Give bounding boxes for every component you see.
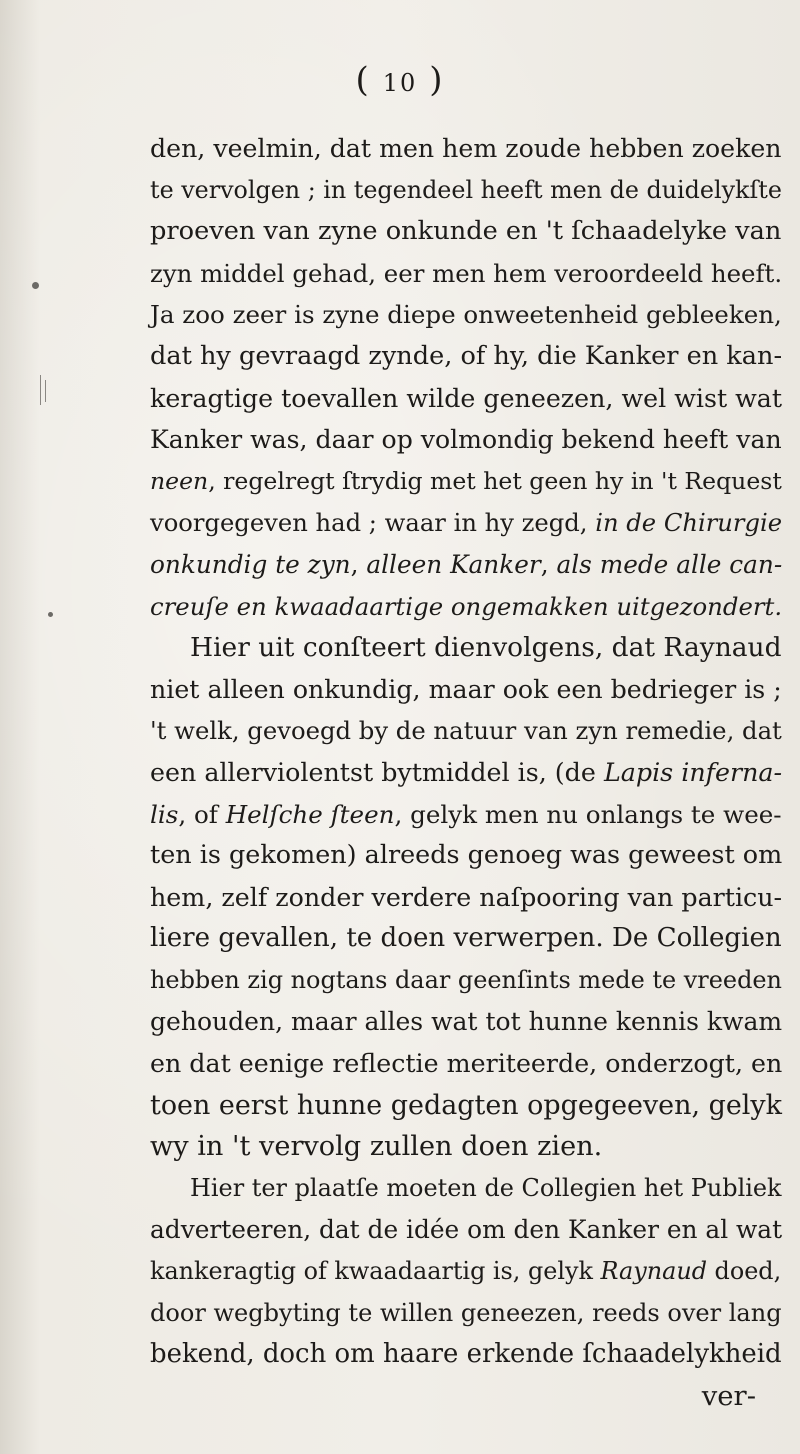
text-line: [150, 1168, 790, 1210]
text-segment: dat hy gevraagd zynde, of hy, die Kanker en kan-: [150, 340, 783, 371]
text-segment: hem, zelf zonder verdere naſpooring van particu-: [150, 881, 783, 912]
text-segment: voorgegeven had ; waar in hy zegd,: [150, 508, 596, 538]
text-segment: een allerviolentst bytmiddel is, (de: [150, 756, 604, 787]
italic-text-segment: alleen Kanker: [366, 549, 541, 579]
text-line: [150, 1126, 790, 1168]
text-segment: en dat eenige reflectie meriteerde, onderzogt, en: [150, 1049, 783, 1079]
text-segment: Hier ter plaatſe moeten de Collegien het Publiek: [190, 1173, 782, 1202]
italic-text-segment: Lapis inferna-: [603, 756, 783, 787]
text-line: [150, 502, 790, 544]
text-segment: , gelyk men nu onlangs te wee-: [394, 799, 782, 829]
text-segment: ten is gekomen) alreeds genoeg was geweest om: [150, 840, 783, 871]
text-line: [150, 294, 790, 336]
text-segment: doed,: [706, 1257, 782, 1286]
text-segment: ,: [540, 549, 557, 579]
text-segment: door wegbyting te willen geneezen, reeds over lang: [150, 1298, 782, 1327]
text-line: [150, 960, 790, 1002]
text-line: [150, 1085, 790, 1127]
text-segment: liere gevallen, te doen verwerpen. De Collegien: [150, 923, 782, 954]
italic-text-segment: als mede alle can-: [556, 549, 783, 579]
text-segment: , regelregt ſtrydig met het geen hy in 't Request: [208, 466, 782, 495]
text-line: [150, 544, 790, 586]
text-segment: keragtige toevallen wilde geneezen, wel wist wat: [150, 383, 783, 413]
text-line: [150, 627, 790, 669]
italic-text-segment: Helſche ſteen: [225, 799, 395, 829]
text-segment: den, veelmin, dat men hem zoude hebben zoeken: [150, 134, 782, 163]
text-line: [150, 877, 790, 919]
text-segment: hebben zig nogtans daar geenſints mede te vreeden: [150, 965, 782, 994]
text-line: [150, 336, 790, 378]
text-segment: Ja zoo zeer is zyne diepe onweetenheid gebleeken,: [150, 300, 782, 330]
text-segment: adverteeren, dat de idée om den Kanker en al wat: [150, 1215, 783, 1245]
page-number-value: 10: [382, 69, 418, 97]
margin-ink-spot: [32, 282, 39, 289]
text-line: [150, 835, 790, 877]
italic-text-segment: Raynaud: [600, 1257, 707, 1286]
margin-pencil-mark: [40, 375, 41, 405]
text-line: [150, 419, 790, 461]
text-line: [150, 170, 790, 212]
text-line: [150, 752, 790, 794]
text-line: [150, 586, 790, 628]
text-segment: bekend, doch om haare erkende ſchaadelykheid: [150, 1339, 782, 1370]
text-line: [150, 378, 790, 420]
page-number: [0, 60, 800, 100]
text-segment: niet alleen onkundig, maar ook een bedrieger is ;: [150, 674, 782, 704]
text-line: [150, 1001, 790, 1043]
text-segment: kankeragtig of kwaadaartig is, gelyk: [150, 1257, 601, 1286]
text-segment: 't welk, gevoegd by de natuur van zyn remedie, dat: [150, 716, 782, 746]
text-line: [150, 211, 790, 253]
text-line: [150, 1334, 790, 1376]
text-line: [150, 1043, 790, 1085]
italic-text-segment: in de Chirurgie: [595, 508, 783, 538]
text-segment: toen eerst hunne gedagten opgegeeven, gelyk: [150, 1089, 782, 1121]
text-line: [150, 669, 790, 711]
text-segment: te vervolgen ; in tegendeel heeft men de duidelykſte: [150, 175, 782, 204]
text-line: [150, 253, 790, 295]
italic-text-segment: onkundig te zyn: [150, 549, 351, 579]
italic-text-segment: lis: [150, 799, 179, 829]
text-segment: , of: [178, 799, 226, 829]
text-segment: wy in 't vervolg zullen doen zien.: [150, 1131, 603, 1163]
catchword: ver-: [701, 1380, 756, 1412]
page-number-open-paren: (: [355, 60, 371, 100]
body-text: [150, 128, 790, 1376]
text-segment: Hier uit conſteert dienvolgens, dat Raynaud: [190, 632, 782, 664]
text-line: [150, 128, 790, 170]
text-line: [150, 461, 790, 503]
margin-ink-spot: [48, 612, 53, 617]
text-line: [150, 794, 790, 836]
text-segment: gehouden, maar alles wat tot hunne kennis kwam: [150, 1007, 783, 1037]
text-segment: proeven van zyne onkunde en 't ſchaadelyke van: [150, 216, 782, 247]
text-line: [150, 710, 790, 752]
text-line: [150, 1251, 790, 1293]
text-line: [150, 918, 790, 960]
text-line: [150, 1293, 790, 1335]
italic-text-segment: neen: [150, 466, 209, 495]
text-segment: ,: [350, 549, 367, 579]
text-segment: Kanker was, daar op volmondig bekend heeft van: [150, 425, 782, 455]
italic-text-segment: creuſe en kwaadaartige ongemakken uitgezondert.: [150, 591, 783, 621]
page-number-close-paren: ): [429, 60, 445, 100]
catchword-block: [150, 1376, 790, 1418]
text-line: [150, 1209, 790, 1251]
text-segment: zyn middel gehad, eer men hem veroordeeld heeft.: [150, 258, 783, 288]
margin-pencil-mark: [45, 380, 46, 402]
